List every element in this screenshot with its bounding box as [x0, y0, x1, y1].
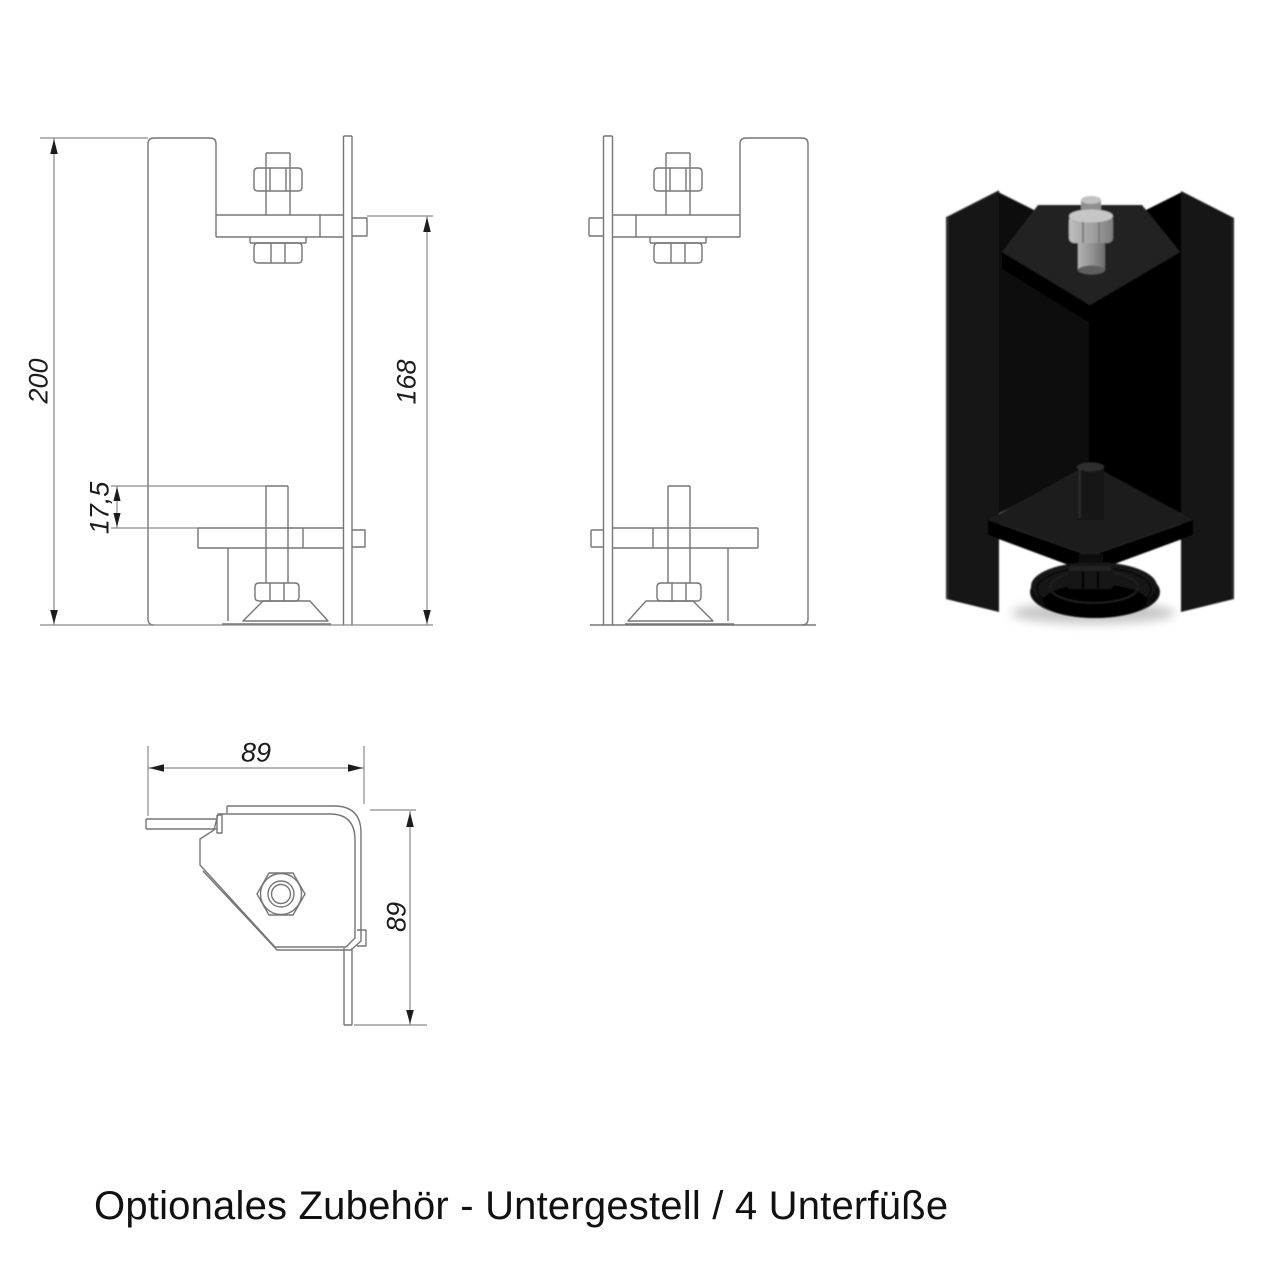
dim-label-89-width: 89	[240, 737, 272, 768]
side-view-drawing	[589, 136, 816, 625]
left-plate-top	[146, 819, 217, 829]
render-right-plate	[1181, 191, 1234, 612]
bottom-gusset-edge	[198, 528, 343, 548]
dimension-17-5	[111, 486, 266, 528]
render-leveling-foot	[1011, 554, 1175, 624]
foot-base	[222, 601, 331, 624]
dimension-168	[367, 216, 433, 625]
front-view-drawing	[40, 136, 433, 625]
top-nut	[254, 168, 302, 191]
foot-nut	[255, 583, 299, 601]
foot-stud	[266, 486, 288, 583]
caption-text: Optionales Zubehör - Untergestell / 4 Unterfüße	[94, 1184, 949, 1228]
dim-label-168: 168	[391, 359, 422, 405]
dim-label-200: 200	[23, 358, 54, 404]
dimension-200	[40, 138, 433, 625]
bottom-plate-top	[344, 948, 352, 1025]
gusset-plate-under	[203, 806, 361, 950]
top-washer	[250, 237, 306, 243]
front-view-part	[148, 136, 367, 625]
top-view-part	[146, 806, 366, 1025]
hex-nut-top	[257, 873, 305, 915]
gusset-plate-top	[200, 814, 355, 947]
top-gusset-edge	[216, 215, 343, 237]
render-left-plate	[946, 191, 999, 612]
edge-plate-side	[604, 136, 613, 625]
product-render-3d	[946, 191, 1234, 624]
edge-plate-front	[344, 136, 353, 625]
top-view-drawing	[146, 746, 427, 1025]
dim-label-89-depth: 89	[381, 901, 412, 933]
dim-label-17-5: 17,5	[84, 481, 115, 535]
top-lower-nut	[254, 243, 302, 263]
